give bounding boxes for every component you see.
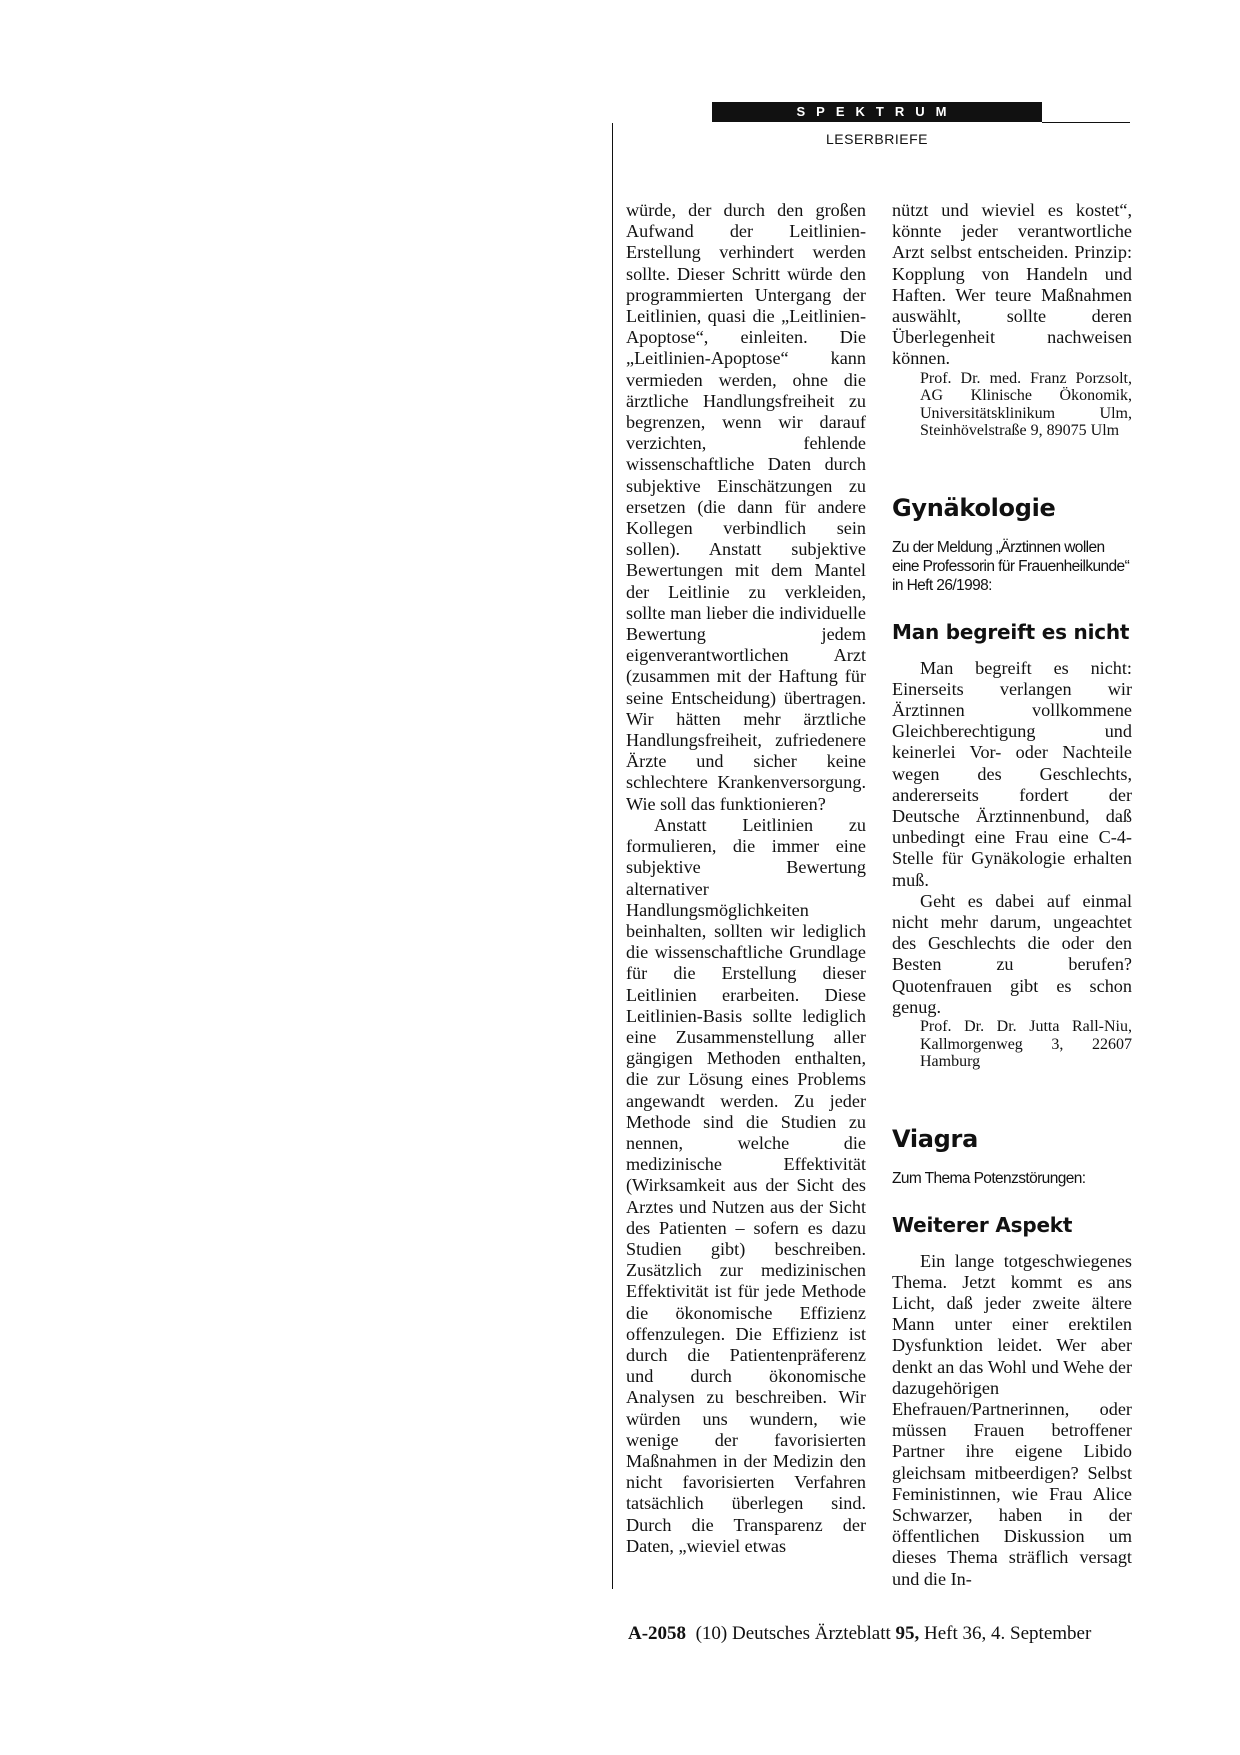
left-paragraph-1: würde, der durch den großen Aufwand der Leitlinien-Erstellung verhindert werden sollte. Dieser Schritt würde den programmierten Untergang der Leitlinien, quasi die „Leitlinien-Apoptose“, einleiten. Die „Leitlinien-Apoptose“ kann vermieden werden, ohne die ärztliche Handlungsfreiheit zu begrenzen, wenn wir darauf verzichten, fehlende wissenschaftliche Daten durch subjektive Einschätzungen zu ersetzen (die dann für andere Kollegen verbindlich sein sollen). Anstatt subjektive Bewertungen mit dem Mantel der Leitlinie zu verkleiden, sollte man lieber die individuelle Bewertung jedem eigenverantwortlichen Arzt (zusammen mit der Haftung für seine Entscheidung) übertragen. Wir hätten mehr ärztliche Handlungsfreiheit, zufriedenere Ärzte und sicher keine schlechtere Krankenversorgung. Wie soll das funktionieren?	[626, 200, 866, 814]
page-footer	[628, 1623, 1091, 1645]
column-divider	[612, 123, 613, 1589]
left-column	[626, 200, 866, 1557]
headline-man-begreift: Man begreift es nicht	[892, 619, 1130, 644]
intro-gynaekologie: Zu der Meldung „Ärztinnen wollen eine Professorin für Frauenheilkunde“ in Heft 26/1998:	[892, 538, 1130, 594]
rubric-viagra: Viagra	[892, 1124, 978, 1153]
letter-paragraph: Geht es dabei auf einmal nicht mehr darum, ungeachtet des Geschlechts die oder den Besten zu berufen? Quotenfrauen gibt es schon genug.	[892, 890, 1132, 1017]
signature-rall-niu: Prof. Dr. Dr. Jutta Rall-Niu, Kallmorgenweg 3, 22607 Hamburg	[920, 1018, 1132, 1071]
signature-porzsolt: Prof. Dr. med. Franz Porzsolt, AG Klinische Ökonomik, Universitätsklinikum Ulm, Steinhövelstraße 9, 89075 Ulm	[920, 369, 1132, 440]
volume-number: 95,	[895, 1623, 920, 1644]
left-paragraph-2: Anstatt Leitlinien zu formulieren, die immer eine subjektive Bewertung alternativer Handlungsmöglichkeiten beinhalten, sollten wir lediglich die wissenschaftliche Grundlage für die Erstellung dieser Leitlinien erarbeiten. Diese Leitlinien-Basis sollte lediglich eine Zusammenstellung aller gängigen Methoden enthalten, die zur Lösung eines Problems angewandt werden. Zu jeder Methode sind die Studien zu nennen, welche die medizinische Effektivität (Wirksamkeit aus der Sicht des Arztes und Nutzen aus der Sicht des Patienten – sofern es dazu Studien gibt) beschreiben. Zusätzlich zur medizinischen Effektivität ist für jede Methode die ökonomische Effizienz offenzulegen. Die Effizienz ist durch die Patientenpräferenz und durch ökonomische Analysen zu beschreiben. Wir würden uns wundern, wie wenige der favorisierten Maßnahmen in der Medizin den nicht favorisierten Verfahren tatsächlich überlegen sind. Durch die Transparenz der Daten, „wieviel etwas	[626, 814, 866, 1556]
header-rule	[1042, 122, 1130, 123]
intro-viagra: Zum Thema Potenzstörungen:	[892, 1169, 1086, 1187]
right-column	[892, 200, 1132, 1590]
section-banner: SPEKTRUM	[712, 102, 1042, 122]
issue-date: Heft 36, 4. September	[924, 1623, 1092, 1644]
subsection-label: LESERBRIEFE	[826, 131, 928, 147]
rubric-gynaekologie: Gynäkologie	[892, 493, 1056, 522]
continued-paragraph: nützt und wieviel es kostet“, könnte jeder verantwortliche Arzt selbst entscheiden. Prinzip: Kopplung von Handeln und Haften. Wer teure Maßnahmen auswählt, sollte deren Überlegenheit nachweisen können.	[892, 200, 1132, 369]
letter-paragraph: Man begreift es nicht: Einerseits verlangen wir Ärztinnen vollkommene Gleichberechtigung und keinerlei Vor- oder Nachteile wegen des Geschlechts, andererseits fordert der Deutsche Ärztinnenbund, daß unbedingt eine Frau eine C-4-Stelle für Gynäkologie erhalten muß.	[892, 657, 1132, 890]
page-id: A-2058	[628, 1623, 687, 1644]
letter-paragraph: Ein lange totgeschwiegenes Thema. Jetzt kommt es ans Licht, daß jeder zweite ältere Mann unter einer erektilen Dysfunktion leidet. Wer aber denkt an das Wohl und Wehe der dazugehörigen Ehefrauen/Partnerinnen, oder müssen Frauen betroffener Partner ihre eigene Libido gleichsam mitbeerdigen? Selbst Feministinnen, wie Frau Alice Schwarzer, haben in der öffentlichen Diskussion um dieses Thema sträflich versagt und die In-	[892, 1250, 1132, 1589]
journal-name: (10) Deutsches Ärzteblatt	[695, 1623, 891, 1644]
headline-weiterer-aspekt: Weiterer Aspekt	[892, 1212, 1073, 1237]
